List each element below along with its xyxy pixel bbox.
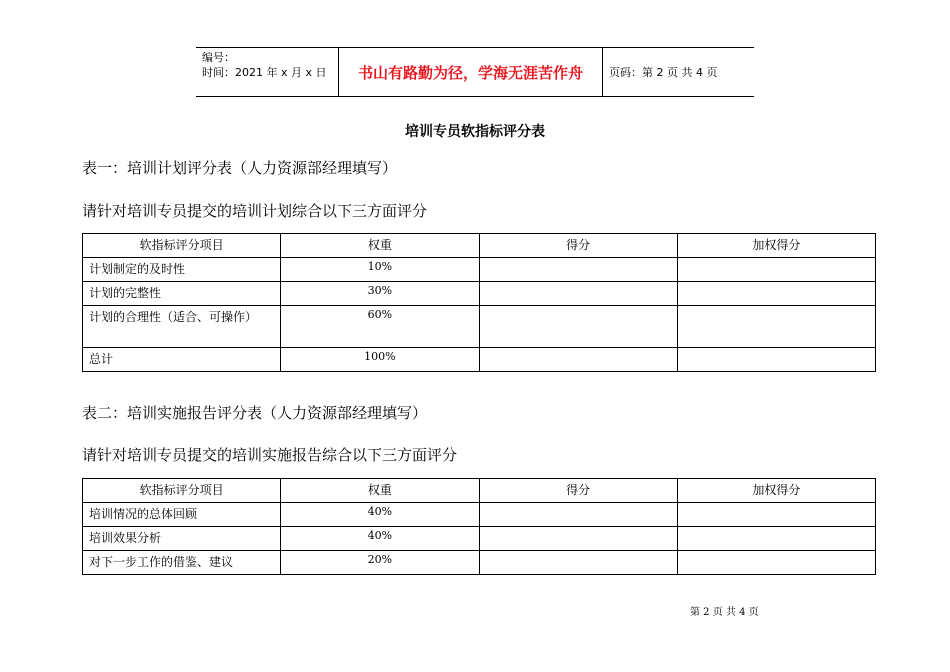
score-cell[interactable] (479, 282, 677, 306)
row-item: 计划制定的及时性 (83, 258, 281, 282)
weighted-score-cell[interactable] (677, 503, 875, 527)
table2-instruction: 请针对培训专员提交的培训实施报告综合以下三方面评分 (82, 446, 458, 464)
col-header-weight: 权重 (281, 479, 479, 503)
row-weight: 20% (281, 551, 479, 575)
row-item: 计划的完整性 (83, 282, 281, 306)
header-slogan: 书山有路勤为径，学海无涯苦作舟 (338, 48, 603, 96)
table2-score-table (82, 478, 876, 575)
table-row (83, 282, 876, 306)
row-weight: 40% (281, 527, 479, 551)
row-weight: 40% (281, 503, 479, 527)
row-item: 总计 (83, 348, 281, 372)
col-header-weight: 权重 (281, 234, 479, 258)
number-label: 编号： (202, 51, 235, 64)
row-item: 培训效果分析 (83, 527, 281, 551)
footer-page-number: 第 2 页 共 4 页 (690, 607, 759, 618)
document-title: 培训专员软指标评分表 (405, 124, 545, 140)
date-label: 时间：2021 年 x 月 x 日 (202, 66, 327, 79)
score-cell[interactable] (479, 503, 677, 527)
score-cell[interactable] (479, 348, 677, 372)
table1-instruction: 请针对培训专员提交的培训计划综合以下三方面评分 (82, 202, 428, 220)
header-meta (202, 50, 340, 80)
weighted-score-cell[interactable] (677, 282, 875, 306)
document-header (196, 47, 754, 97)
col-header-item: 软指标评分项目 (83, 479, 281, 503)
table-row (83, 527, 876, 551)
weighted-score-cell[interactable] (677, 527, 875, 551)
score-cell[interactable] (479, 551, 677, 575)
score-cell[interactable] (479, 258, 677, 282)
weighted-score-cell[interactable] (677, 306, 875, 348)
header-page-code: 页码：第 2 页 共 4 页 (609, 66, 718, 79)
weighted-score-cell[interactable] (677, 551, 875, 575)
col-header-item: 软指标评分项目 (83, 234, 281, 258)
score-cell[interactable] (479, 306, 677, 348)
table2-caption: 表二：培训实施报告评分表（人力资源部经理填写） (82, 404, 428, 422)
row-weight: 10% (281, 258, 479, 282)
table1-score-table (82, 233, 876, 372)
table-row (83, 503, 876, 527)
table-row-total (83, 348, 876, 372)
col-header-score: 得分 (479, 479, 677, 503)
weighted-score-cell[interactable] (677, 258, 875, 282)
col-header-score: 得分 (479, 234, 677, 258)
row-item: 对下一步工作的借鉴、建议 (83, 551, 281, 575)
row-weight: 100% (281, 348, 479, 372)
col-header-weighted: 加权得分 (677, 479, 875, 503)
score-cell[interactable] (479, 527, 677, 551)
row-weight: 60% (281, 306, 479, 348)
row-item: 计划的合理性（适合、可操作） (83, 306, 281, 348)
table-row (83, 551, 876, 575)
table-header-row (83, 234, 876, 258)
row-item: 培训情况的总体回顾 (83, 503, 281, 527)
table-row (83, 258, 876, 282)
table-header-row (83, 479, 876, 503)
col-header-weighted: 加权得分 (677, 234, 875, 258)
weighted-score-cell[interactable] (677, 348, 875, 372)
row-weight: 30% (281, 282, 479, 306)
table-row (83, 306, 876, 348)
table1-caption: 表一：培训计划评分表（人力资源部经理填写） (82, 159, 398, 177)
